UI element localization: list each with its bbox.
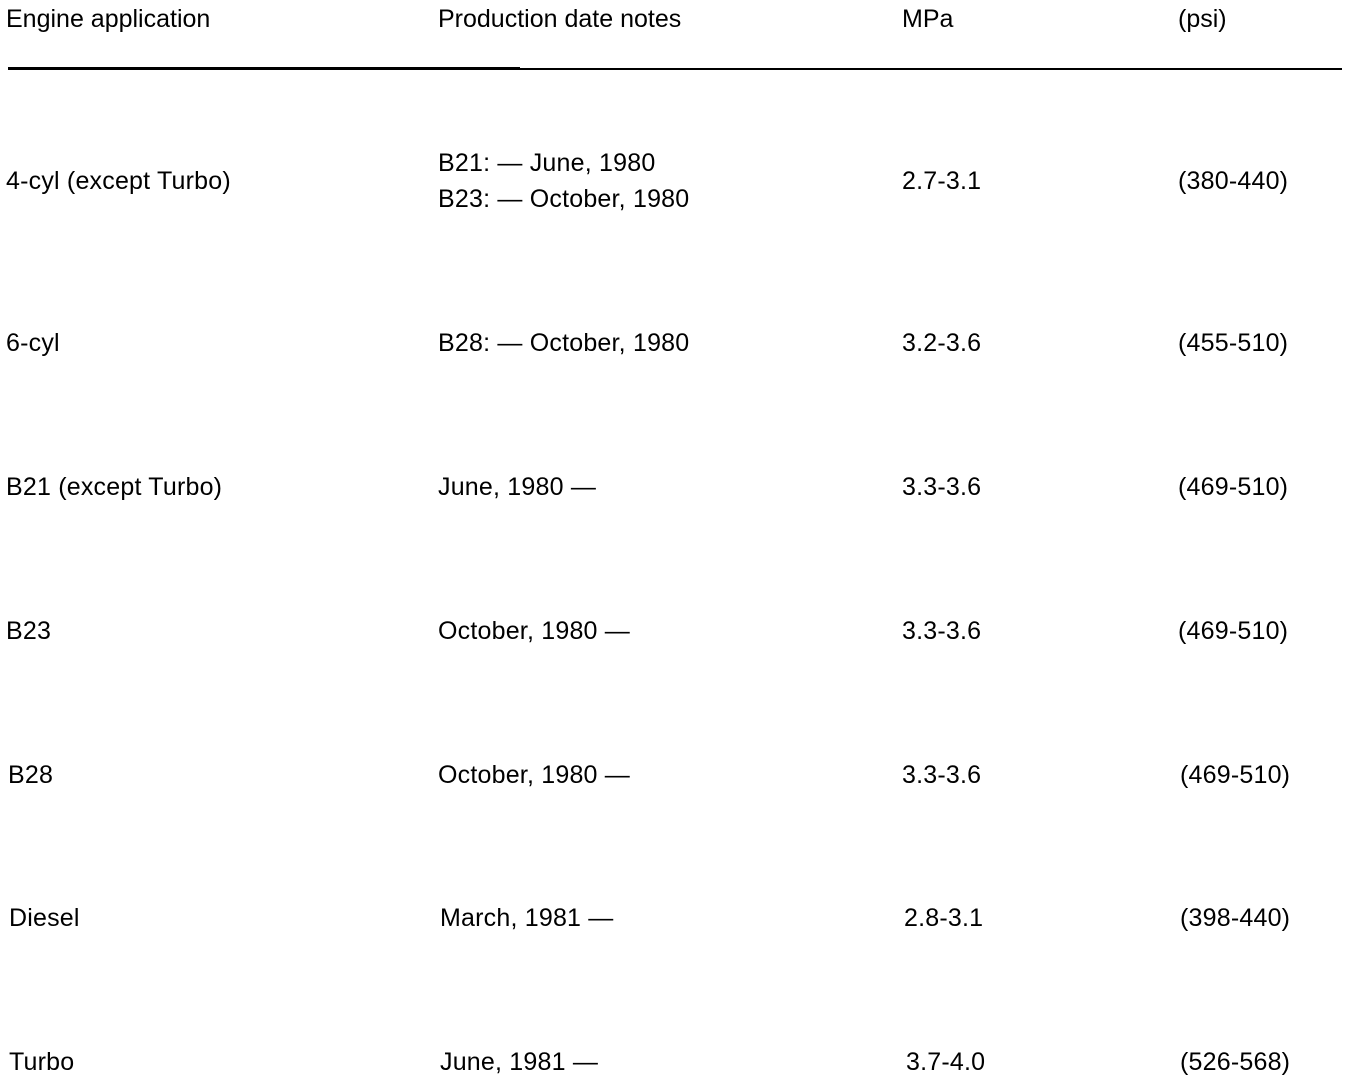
production-cell: June, 1980 — bbox=[438, 473, 597, 501]
engine-cell: B21 (except Turbo) bbox=[6, 473, 223, 501]
production-cell: March, 1981 — bbox=[440, 904, 614, 932]
psi-cell: (455-510) bbox=[1178, 329, 1289, 357]
psi-cell: (380-440) bbox=[1178, 167, 1289, 195]
engine-cell: 4-cyl (except Turbo) bbox=[6, 167, 231, 195]
engine-cell: Turbo bbox=[9, 1048, 75, 1076]
mpa-cell: 3.2-3.6 bbox=[902, 329, 982, 357]
psi-cell: (469-510) bbox=[1180, 761, 1291, 789]
mpa-cell: 2.7-3.1 bbox=[902, 167, 982, 195]
header-divider-thick bbox=[8, 67, 520, 70]
engine-cell: Diesel bbox=[9, 904, 80, 932]
production-cell-line-2: B23: — October, 1980 bbox=[438, 185, 690, 213]
mpa-cell: 3.3-3.6 bbox=[902, 617, 982, 645]
psi-cell: (526-568) bbox=[1180, 1048, 1291, 1076]
mpa-cell: 3.7-4.0 bbox=[906, 1048, 986, 1076]
psi-cell: (469-510) bbox=[1178, 473, 1289, 501]
engine-cell: 6-cyl bbox=[6, 329, 60, 357]
production-cell: October, 1980 — bbox=[438, 761, 631, 789]
header-psi: (psi) bbox=[1178, 5, 1227, 33]
engine-cell: B23 bbox=[6, 617, 52, 645]
production-cell: October, 1980 — bbox=[438, 617, 631, 645]
psi-cell: (398-440) bbox=[1180, 904, 1291, 932]
header-mpa: MPa bbox=[902, 5, 954, 33]
production-cell-line-1: B21: — June, 1980 bbox=[438, 149, 656, 177]
header-engine-application: Engine application bbox=[6, 5, 211, 33]
production-cell: B28: — October, 1980 bbox=[438, 329, 690, 357]
header-production-date-notes: Production date notes bbox=[438, 5, 682, 33]
mpa-cell: 3.3-3.6 bbox=[902, 473, 982, 501]
engine-cell: B28 bbox=[8, 761, 54, 789]
production-cell: June, 1981 — bbox=[440, 1048, 599, 1076]
mpa-cell: 3.3-3.6 bbox=[902, 761, 982, 789]
mpa-cell: 2.8-3.1 bbox=[904, 904, 984, 932]
psi-cell: (469-510) bbox=[1178, 617, 1289, 645]
